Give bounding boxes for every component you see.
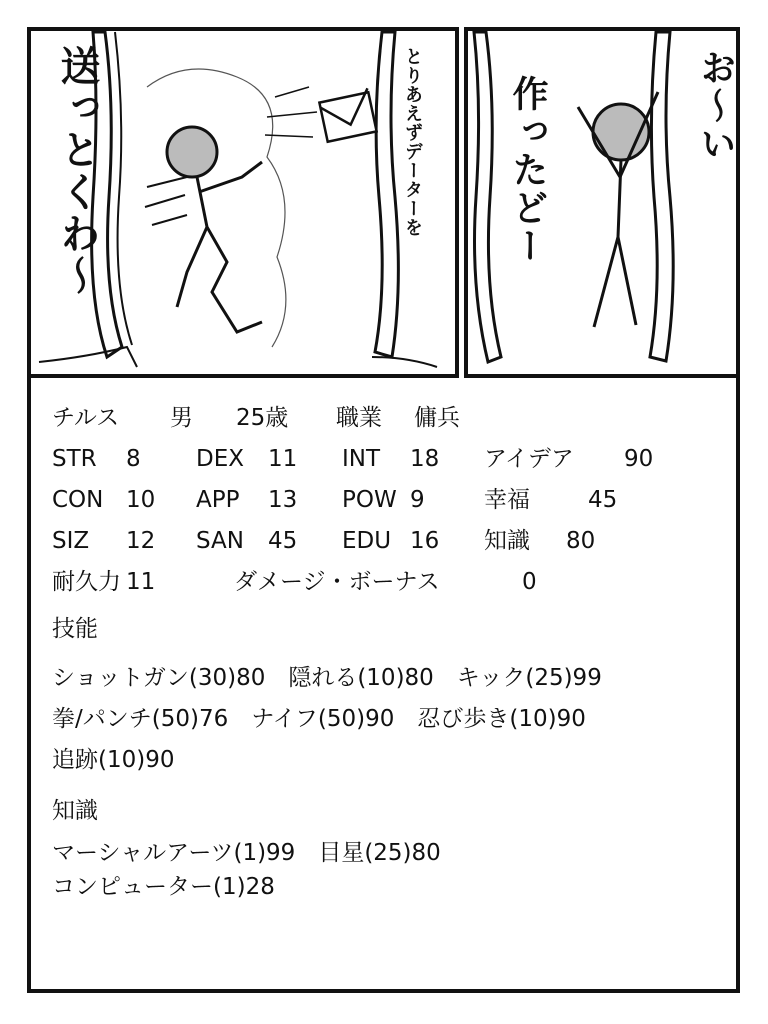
stat-label: INT xyxy=(342,446,381,472)
stat-row xyxy=(52,439,732,480)
character-age: 25歳 xyxy=(236,405,289,431)
dialogue-made: 作ったどー xyxy=(507,75,548,265)
skills-line: 拳/パンチ(50)76 ナイフ(50)90 忍び歩き(10)90 xyxy=(52,706,586,732)
derived-stats-row xyxy=(52,562,732,603)
stat-value: 16 xyxy=(410,528,440,554)
stat-label: STR xyxy=(52,446,97,472)
stat-label: 知識 xyxy=(484,528,530,554)
stat-value: 8 xyxy=(126,446,141,472)
panel-right xyxy=(466,27,740,378)
stat-value: 80 xyxy=(566,528,596,554)
stat-label: 幸福 xyxy=(484,487,530,513)
knowledge-list xyxy=(52,836,732,904)
sheet-header xyxy=(52,398,732,439)
knowledge-line: コンピューター(1)28 xyxy=(52,874,275,900)
durability-label: 耐久力 xyxy=(52,569,121,595)
stat-row xyxy=(52,521,732,562)
skills-list xyxy=(52,658,732,781)
stat-value: 13 xyxy=(268,487,298,513)
damage-bonus-label: ダメージ・ボーナス xyxy=(234,569,440,595)
stat-value: 10 xyxy=(126,487,156,513)
stat-label: CON xyxy=(52,487,104,513)
stat-label: アイデア xyxy=(484,446,574,472)
character-gender: 男 xyxy=(170,405,193,431)
stat-value: 45 xyxy=(588,487,618,513)
stat-label: EDU xyxy=(342,528,392,554)
knowledge-title: 知識 xyxy=(52,798,98,824)
skills-line: ショットガン(30)80 隠れる(10)80 キック(25)99 xyxy=(52,665,602,691)
durability-value: 11 xyxy=(126,569,156,595)
stat-value: 18 xyxy=(410,446,440,472)
stat-label: SAN xyxy=(196,528,244,554)
dialogue-hey: お〜い xyxy=(695,49,736,163)
character-name: チルス xyxy=(52,405,120,431)
stat-label: APP xyxy=(196,487,240,513)
skills-line: 追跡(10)90 xyxy=(52,747,175,773)
stat-value: 45 xyxy=(268,528,298,554)
character-sheet xyxy=(52,398,732,904)
knowledge-line: マーシャルアーツ(1)99 目星(25)80 xyxy=(52,840,441,866)
stat-value: 9 xyxy=(410,487,425,513)
stat-value: 11 xyxy=(268,446,298,472)
dialogue-send: 送っとくわ〜 xyxy=(54,45,100,297)
dialogue-data: とりあえずデーターを xyxy=(402,47,423,237)
stat-row xyxy=(52,480,732,521)
job-label: 職業 xyxy=(336,405,382,431)
panel-left xyxy=(27,27,457,378)
stat-value: 12 xyxy=(126,528,156,554)
stat-label: SIZ xyxy=(52,528,90,554)
stat-value: 90 xyxy=(624,446,654,472)
stat-label: DEX xyxy=(196,446,244,472)
skills-title: 技能 xyxy=(52,616,98,642)
character-job: 傭兵 xyxy=(414,405,460,431)
stat-label: POW xyxy=(342,487,397,513)
damage-bonus-value: 0 xyxy=(522,569,537,595)
